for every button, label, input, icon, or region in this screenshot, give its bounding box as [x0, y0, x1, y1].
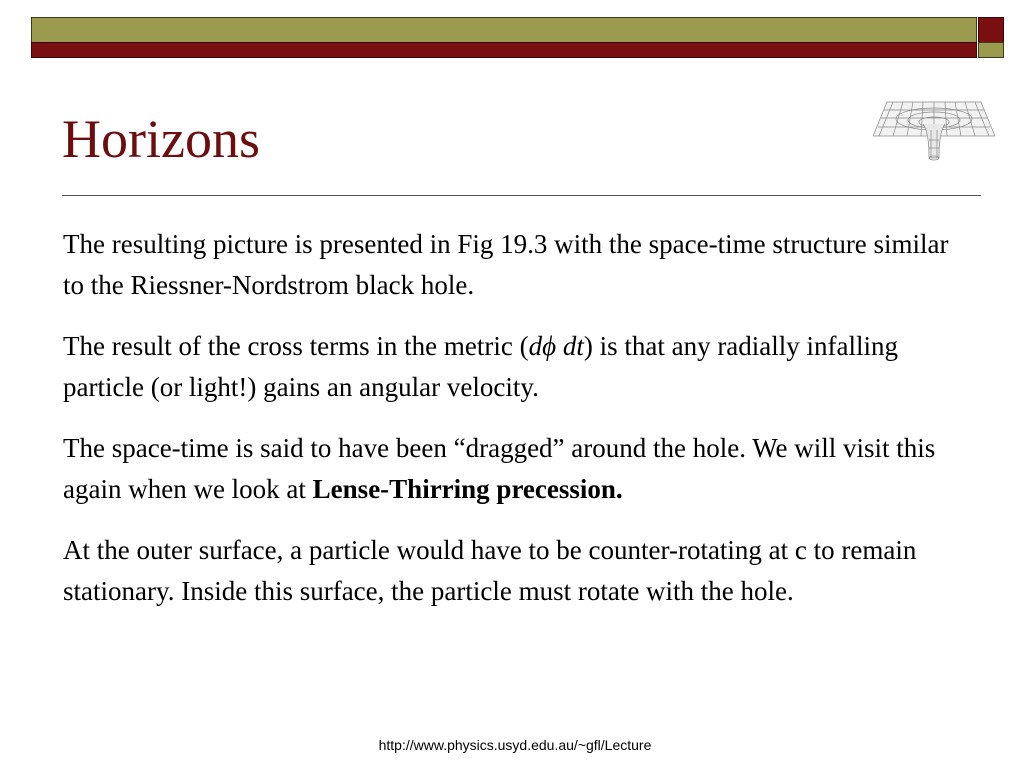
paragraph-3 — [63, 428, 963, 510]
title-divider — [62, 195, 981, 196]
paragraph-2-text-a: The result of the cross terms in the metric ( — [63, 331, 529, 361]
header-bar-olive — [31, 17, 977, 43]
slide-title: Horizons — [62, 109, 260, 169]
paragraph-1: The resulting picture is presented in Fig 19.3 with the space-time structure similar to the Riessner-Nordstrom black hole. — [63, 229, 949, 300]
slide-body — [63, 224, 963, 632]
paragraph-2 — [63, 326, 963, 408]
header-square-olive — [978, 42, 1004, 58]
gravity-well-icon — [873, 96, 995, 166]
footer-url[interactable]: http://www.physics.usyd.edu.au/~gfl/Lecture — [378, 737, 652, 753]
paragraph-4: At the outer surface, a particle would have to be counter-rotating at c to remain stationary. Inside this surface, the particle must rotate with the hole. — [63, 535, 917, 606]
lense-thirring-term: Lense-Thirring precession. — [312, 474, 623, 504]
paragraph-3-text: The space-time is said to have been “dragged” around the hole. We will visit this again when we look at — [63, 433, 936, 504]
paragraph-2-text-b: ) is that any radially infalling particle (or light!) gains an angular velocity. — [63, 331, 899, 402]
metric-cross-term: dϕ dt — [528, 331, 584, 361]
header-bar-maroon — [31, 42, 977, 58]
header-square-maroon — [978, 17, 1004, 43]
